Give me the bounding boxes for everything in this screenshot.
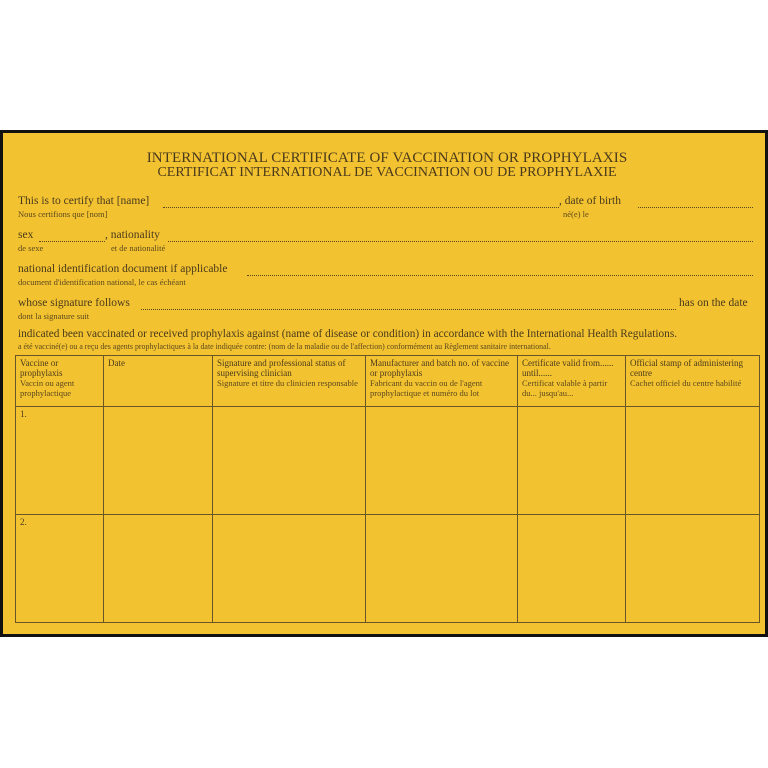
header-vaccine [16,356,104,407]
nationality-label: , nationality [105,229,160,241]
header-validity [518,356,626,407]
header-en: Signature and professional status of supervising clinician [217,358,346,378]
vaccination-table [15,355,760,623]
title-french: CERTIFICAT INTERNATIONAL DE VACCINATION OU DE PROPHYLAXIE [157,165,617,180]
header-date [104,356,213,407]
header-manufacturer [366,356,518,407]
dob-field[interactable] [638,207,753,208]
header-fr: Fabricant du vaccin ou de l'agent prophylactique et numéro du lot [370,378,483,398]
nationality-label-fr: et de nationalité [111,243,166,253]
header-en: Official stamp of administering centre [630,358,744,378]
id-document-label-fr: document d'identification national, le cas échéant [18,277,186,287]
signature-label-fr: dont la signature suit [18,311,90,321]
stamp-cell[interactable] [626,407,760,515]
date-cell[interactable] [104,407,213,515]
manufacturer-cell[interactable] [366,407,518,515]
dob-label-fr: né(e) le [563,209,589,219]
sex-label-fr: de sexe [18,243,44,253]
date-cell[interactable] [104,515,213,623]
validity-cell[interactable] [518,407,626,515]
title-english: INTERNATIONAL CERTIFICATE OF VACCINATION OR PROPHYLAXIS [146,150,628,166]
indicated-statement-fr: a été vacciné(e) ou a reçu des agents prophylactiques à la date indiquée contre: (nom de la maladie ou de l'affection) conformément au Règlement sanitaire international. [18,342,551,351]
sex-field[interactable] [39,241,105,242]
nationality-field[interactable] [168,241,753,242]
name-field[interactable] [163,207,559,208]
header-en: Date [108,358,125,368]
id-document-field[interactable] [247,275,753,276]
header-fr: Certificat valable à partir du... jusqu'au... [522,378,608,398]
table-header-row [16,356,760,407]
signature-cell[interactable] [213,515,366,623]
header-en: Manufacturer and batch no. of vaccine or prophylaxis [370,358,509,378]
dob-label: , date of birth [559,195,621,207]
header-en: Vaccine or prophylaxis [20,358,63,378]
validity-cell[interactable] [518,515,626,623]
vaccination-certificate [0,130,768,637]
name-label-fr: Nous certifions que [nom] [18,209,108,219]
stamp-cell[interactable] [626,515,760,623]
header-signature [213,356,366,407]
signature-cell[interactable] [213,407,366,515]
row-number-cell[interactable]: 2. [16,515,104,623]
header-fr: Cachet officiel du centre habilité [630,378,742,388]
manufacturer-cell[interactable] [366,515,518,623]
table-row [16,407,760,515]
name-label: This is to certify that [name] [18,195,150,207]
has-on-date-label: has on the date [679,297,748,309]
signature-label: whose signature follows [18,297,130,309]
indicated-statement: indicated been vaccinated or received prophylaxis against (name of disease or condition) in accordance with the International Health Regulations. [18,328,678,340]
header-fr: Signature et titre du clinicien responsable [217,378,358,388]
header-en: Certificate valid from...... until...... [522,358,614,378]
signature-field[interactable] [141,309,676,310]
header-fr: Vaccin ou agent prophylactique [20,378,75,398]
id-document-label: national identification document if applicable [18,263,228,275]
header-stamp [626,356,760,407]
table-row [16,515,760,623]
sex-label: sex [18,229,34,241]
row-number-cell[interactable]: 1. [16,407,104,515]
